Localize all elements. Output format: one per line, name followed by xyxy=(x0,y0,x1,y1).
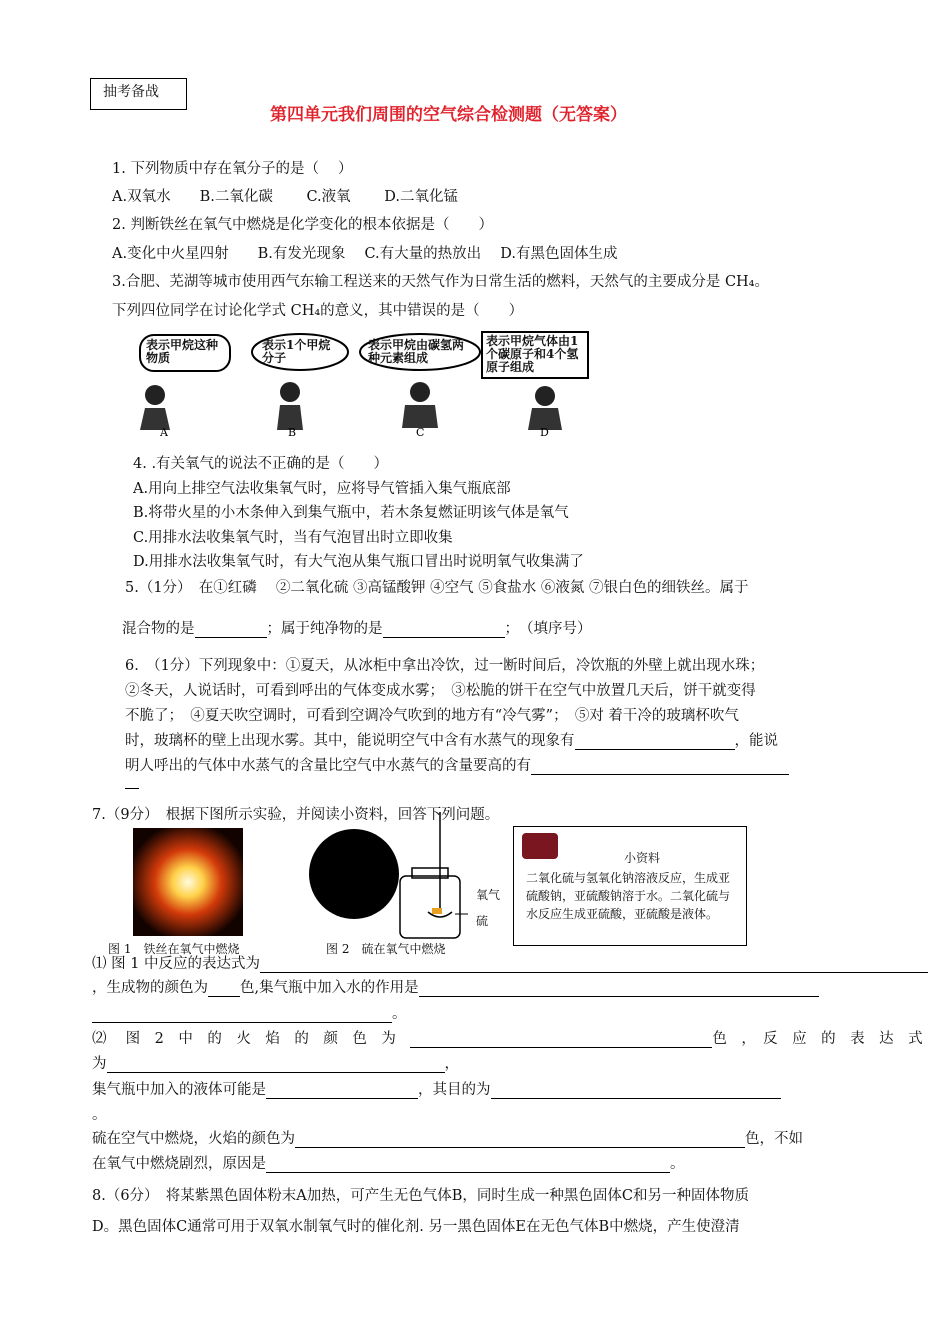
cartoon-bubble-c: 表示甲烷由碳氢两种元素组成 xyxy=(368,338,465,365)
q5-mixture-label: 混合物的是 xyxy=(122,621,195,637)
q8-line2: D。黑色固体C通常可用于双氧水制氧气时的催化剂. 另一黑色固体E在无色气体B中燃烧，产生使澄清 xyxy=(92,1219,740,1235)
info-title: 小资料 xyxy=(624,851,661,865)
q6-blank-2[interactable] xyxy=(531,760,789,775)
q6-line1: 6. （1分）下列现象中：①夏天，从冰柜中拿出冷饮，过一断时间后，冷饮瓶的外壁上就出现水珠； xyxy=(125,658,765,674)
q3-line2: 下列四位同学在讨论化学式 CH₄的意义，其中错误的是（ ） xyxy=(112,303,524,319)
q2-stem: 2. 判断铁丝在氧气中燃烧是化学变化的根本依据是（ ） xyxy=(112,217,493,233)
info-box xyxy=(513,826,747,946)
q5-mixture-blank[interactable] xyxy=(195,623,267,638)
q7-p2-purpose-label: ，其目的为 xyxy=(418,1082,491,1098)
q7-part2-line2 xyxy=(92,1052,459,1073)
q7-p2-period: 。 xyxy=(92,1107,107,1123)
page-title: 第四单元我们周围的空气综合检测题（无答案） xyxy=(270,105,627,125)
fig1-caption: 图 1 铁丝在氧气中燃烧 xyxy=(108,942,240,956)
q5-line2 xyxy=(122,617,592,638)
q7-p2-label: ⑵ 图 2 中 的 火 焰 的 颜 色 为 xyxy=(92,1031,396,1047)
q1-stem: 1. 下列物质中存在氧分子的是（ ） xyxy=(112,161,353,177)
q5-pure-label: ；属于纯净物的是 xyxy=(266,621,383,637)
q6-line5 xyxy=(125,754,789,775)
q1-options: A.双氧水 B.二氧化碳 C.液氧 D.二氧化锰 xyxy=(112,189,458,205)
q4-option-b: B.将带火星的小木条伸入到集气瓶中，若木条复燃证明该气体是氧气 xyxy=(133,505,569,521)
fig1-iron-burning xyxy=(133,828,243,936)
q4-option-c: C.用排水法收集氧气时，当有气泡冒出时立即收集 xyxy=(133,530,453,546)
q5-pure-blank[interactable] xyxy=(383,623,505,638)
cartoon-bubble-a: 表示甲烷这种物质 xyxy=(146,338,219,365)
q7-stem: 7.（9分） 根据下图所示实验，并阅读小资料，回答下列问题。 xyxy=(92,807,500,823)
q7-part2-line3 xyxy=(92,1078,781,1099)
jar-label-sulfur: 硫 xyxy=(476,914,489,928)
q7-p1-color-label: ，生成物的颜色为 xyxy=(92,980,208,996)
q6-blank-2-tail xyxy=(125,776,139,789)
exam-tag: 抽考备战 xyxy=(90,78,187,110)
q6-blank-1[interactable] xyxy=(575,735,735,750)
q4-option-a: A.用向上排空气法收集氧气时，应将导气管插入集气瓶底部 xyxy=(133,481,511,497)
q6-line4 xyxy=(125,729,778,750)
jar-label-oxygen: 氧气 xyxy=(476,888,501,902)
q7-p3-suffix: 色，不如 xyxy=(745,1131,803,1147)
info-text: 二氧化硫与氢氧化钠溶液反应，生成亚硫酸钠，亚硫酸钠溶于水。二氧化硫与水反应生成亚硫酸，亚硫酸是液体。 xyxy=(526,871,731,921)
q5-suffix: ； （填序号） xyxy=(504,621,592,637)
q7-part1-line1 xyxy=(92,952,928,973)
cartoon-bubble-d: 表示甲烷气体由1个碳原子和4个氢原子组成 xyxy=(486,334,579,374)
q7-p2-liquid-blank[interactable] xyxy=(266,1084,418,1099)
q3-line1: 3.合肥、芜湖等城市使用西气东输工程送来的天然气作为日常生活的燃料，天然气的主要成分是 CH₄。 xyxy=(112,274,769,290)
q7-part2-line1 xyxy=(92,1027,923,1048)
q7-part3-line1 xyxy=(92,1127,803,1148)
q7-p2-eq-blank[interactable] xyxy=(107,1058,445,1073)
cartoon-label-b: B xyxy=(288,426,297,439)
q6-line3: 不脆了； ④夏天吹空调时，可看到空调冷气吹到的地方有“冷气雾”； ⑤对 着干冷的玻璃杯吹气 xyxy=(125,708,739,724)
q4-option-d: D.用排水法收集氧气时，有大气泡从集气瓶口冒出时说明氧气收集满了 xyxy=(133,554,584,570)
q7-p3-reason-label: 在氧气中燃烧剧烈，原因是 xyxy=(92,1156,266,1172)
q7-p1-color-blank[interactable] xyxy=(208,982,240,997)
q6-line5-text: 明人呼出的气体中水蒸气的含量比空气中水蒸气的含量要高的有 xyxy=(125,758,531,774)
q7-p2-eq-label: 为 xyxy=(92,1056,107,1072)
cartoon-label-d: D xyxy=(540,426,549,439)
q4-stem: 4. .有关氧气的说法不正确的是（ ） xyxy=(133,456,389,472)
q6-line2: ②冬天，人说话时，可看到呼出的气体变成水雾； ③松脆的饼干在空气中放置几天后，饼干就变得 xyxy=(125,683,756,699)
fig2-caption: 图 2 硫在氧气中燃烧 xyxy=(326,942,446,956)
q7-part1-line3 xyxy=(92,1002,407,1023)
q7-p2-suffix: 色 ， 反 应 的 表 达 式 xyxy=(712,1031,923,1047)
cartoon-label-c: C xyxy=(416,426,425,439)
q7-p3-color-blank[interactable] xyxy=(295,1133,745,1148)
cartoon-label-a: A xyxy=(160,426,168,439)
q7-p3-label: 硫在空气中燃烧，火焰的颜色为 xyxy=(92,1131,295,1147)
q7-p3-reason-blank[interactable] xyxy=(266,1158,670,1173)
q7-p2-liquid-label: 集气瓶中加入的液体可能是 xyxy=(92,1082,266,1098)
q7-p1-water-blank[interactable] xyxy=(419,982,819,997)
q7-p2-comma: ， xyxy=(444,1056,459,1072)
q7-part3-line2 xyxy=(92,1152,685,1173)
q2-options: A.变化中火星四射 B.有发光现象 C.有大量的热放出 D.有黑色固体生成 xyxy=(112,246,618,262)
q7-p1-water-label: 色,集气瓶中加入水的作用是 xyxy=(240,980,419,996)
cartoon-bubble-b: 表示1个甲烷分子 xyxy=(262,338,331,365)
q6-line4-text: 时，玻璃杯的壁上出现水雾。其中，能说明空气中含有水蒸气的现象有 xyxy=(125,733,575,749)
q7-p1-blank[interactable] xyxy=(260,958,928,973)
q7-p1-period: 。 xyxy=(392,1006,407,1022)
q7-p2-purpose-blank[interactable] xyxy=(491,1084,781,1099)
q7-p3-period: 。 xyxy=(670,1156,685,1172)
q7-p1-label: ⑴ 图 1 中反应的表达式为 xyxy=(92,956,261,972)
q8-line1: 8.（6分） 将某紫黑色固体粉末A加热，可产生无色气体B，同时生成一种黑色固体C和另一种固体物质 xyxy=(92,1188,750,1204)
q7-p2-flame-blank[interactable] xyxy=(410,1033,712,1048)
q5-line1: 5.（1分） 在①红磷 ②二氧化硫 ③高锰酸钾 ④空气 ⑤食盐水 ⑥液氮 ⑦银白色的细铁丝。属于 xyxy=(125,580,749,596)
q6-line4-suffix: ，能说 xyxy=(734,733,778,749)
q7-part1-line2 xyxy=(92,976,819,997)
info-icon xyxy=(522,833,558,859)
q7-p1-water-blank-2[interactable] xyxy=(92,1008,392,1023)
